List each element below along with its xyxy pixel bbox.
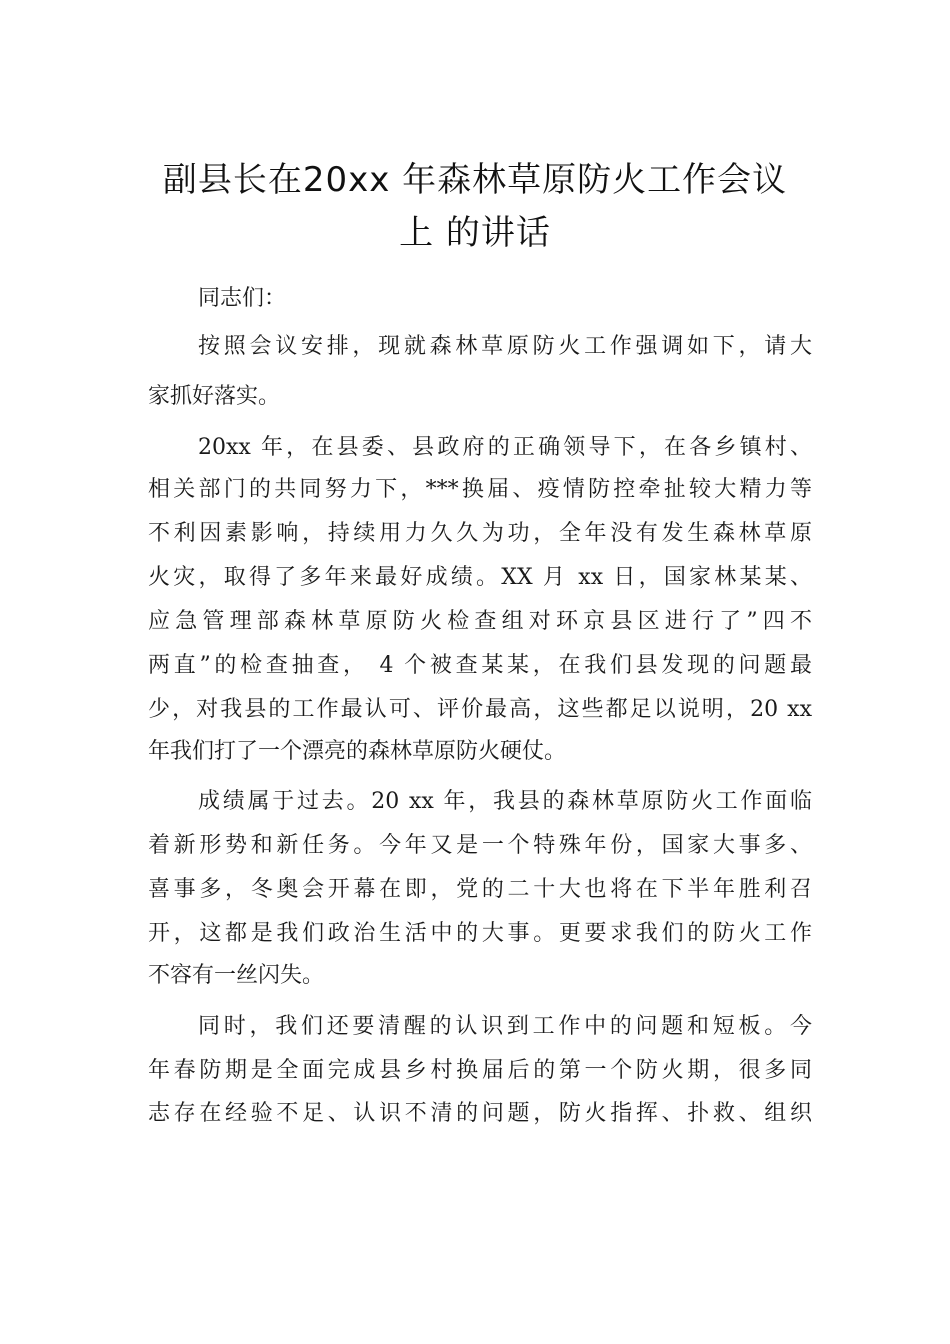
- paragraph-2-line-7: 少，对我县的工作最认可、评价最高，这些都足以说明，20 xx: [148, 697, 812, 722]
- paragraph-1-line-2: 家抓好落实。: [148, 384, 281, 409]
- paragraph-3-line-3: 喜事多，冬奥会开幕在即，党的二十大也将在下半年胜利召: [148, 877, 812, 902]
- document-title-line-2: 上 的讲话: [399, 213, 551, 253]
- document-title-line-1: 副县长在20xx 年森林草原防火工作会议: [162, 160, 788, 200]
- paragraph-2-line-5: 应急管理部森林草原防火检查组对环京县区进行了”四不: [148, 609, 812, 634]
- paragraph-2-line-8: 年我们打了一个漂亮的森林草原防火硬仗。: [148, 739, 567, 764]
- paragraph-4-line-3: 志存在经验不足、认识不清的问题，防火指挥、扑救、组织: [148, 1101, 812, 1126]
- paragraph-2-line-1: 20xx 年，在县委、县政府的正确领导下，在各乡镇村、: [198, 435, 812, 460]
- salutation: 同志们：: [198, 286, 287, 311]
- paragraph-1-line-1: 按照会议安排，现就森林草原防火工作强调如下，请大: [198, 334, 812, 359]
- paragraph-4-line-1: 同时，我们还要清醒的认识到工作中的问题和短板。今: [198, 1014, 812, 1039]
- paragraph-2-line-3: 不利因素影响，持续用力久久为功，全年没有发生森林草原: [148, 521, 812, 546]
- paragraph-2-line-4: 火灾，取得了多年来最好成绩。XX 月 xx 日，国家林某某、: [148, 565, 812, 590]
- paragraph-2-line-6: 两直”的检查抽查， 4 个被查某某，在我们县发现的问题最: [148, 653, 812, 678]
- paragraph-3-line-1: 成绩属于过去。20 xx 年，我县的森林草原防火工作面临: [198, 789, 812, 814]
- paragraph-2-line-2: 相关部门的共同努力下，***换届、疫情防控牵扯较大精力等: [148, 477, 812, 502]
- paragraph-3-line-2: 着新形势和新任务。今年又是一个特殊年份，国家大事多、: [148, 833, 812, 858]
- paragraph-3-line-4: 开，这都是我们政治生活中的大事。更要求我们的防火工作: [148, 921, 812, 946]
- paragraph-4-line-2: 年春防期是全面完成县乡村换届后的第一个防火期，很多同: [148, 1058, 812, 1083]
- paragraph-3-line-5: 不容有一丝闪失。: [148, 963, 325, 988]
